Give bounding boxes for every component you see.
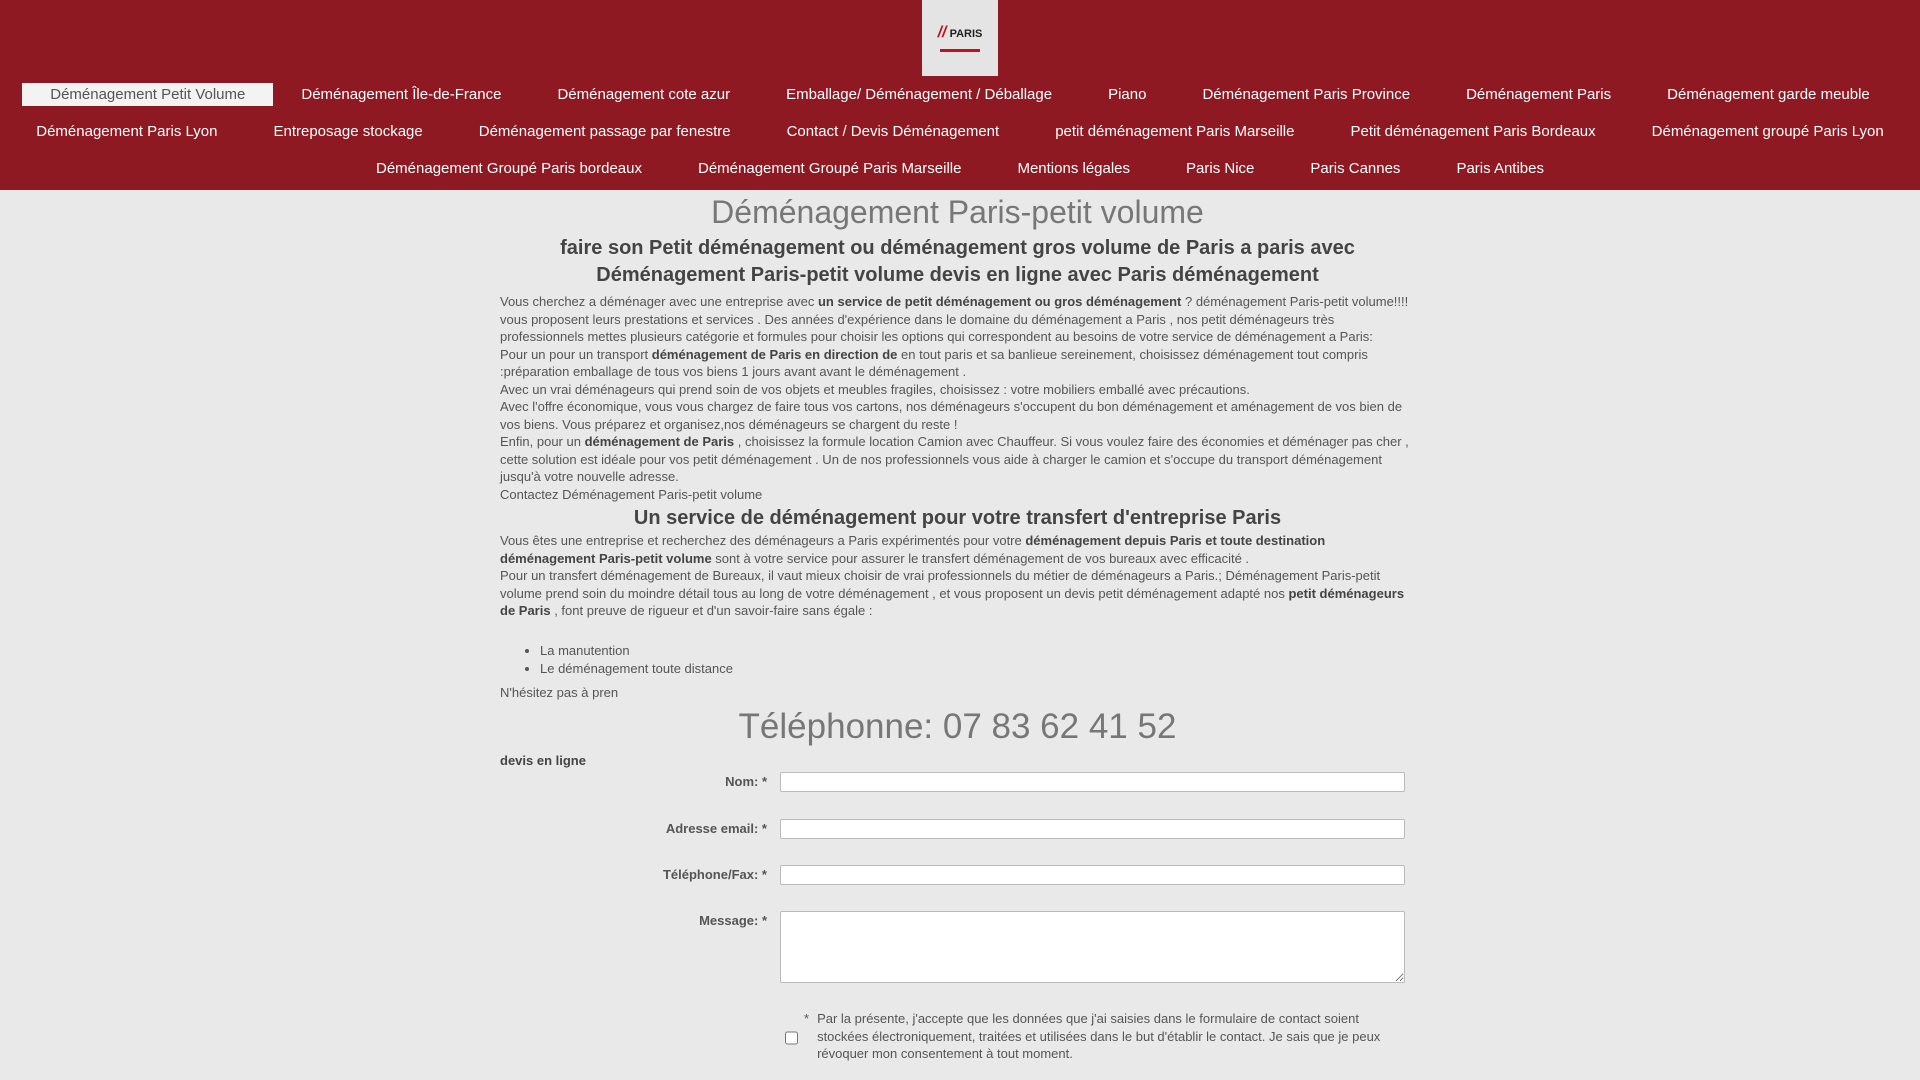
nav-item[interactable]: Mentions légales: [1017, 159, 1131, 177]
text-segment: , choisissez la formule location Camion avec Chauffeur. Si vous voulez faire des économies et déménager pas cher , cette solution est idéale pour vos petit déménagement . Un de nos professionnels vous aide à charger le camion et s'occupe du transport déménagement jusqu'à votre nouvelle adresse.: [500, 434, 1409, 484]
required-star: *: [804, 1011, 810, 1026]
nav-item[interactable]: Déménagement Paris Lyon: [36, 122, 218, 140]
subtitle: Déménagement Paris-petit volume devis en ligne avec Paris déménagement: [596, 264, 1319, 286]
paragraph: [500, 567, 1415, 620]
nav-row: [0, 82, 1920, 106]
nav-item[interactable]: Déménagement Groupé Paris Marseille: [698, 159, 962, 177]
paragraph: [500, 532, 1415, 567]
list-item: • La manutention: [540, 642, 1415, 660]
business-section: [500, 532, 1415, 620]
bold-text: déménagement de Paris en direction de: [651, 346, 898, 362]
text-segment: Pour un pour un transport: [500, 346, 652, 362]
logo-text: PARIS: [949, 28, 983, 40]
page-title: Déménagement Paris-petit volume: [711, 194, 1204, 230]
form-heading: devis en ligne: [500, 753, 586, 768]
subtitle: faire son Petit déménagement ou déménagement gros volume de Paris a paris avec: [560, 237, 1355, 259]
text-segment: Avec l'offre économique, vous vous chargez de faire tous vos cartons, nos déménageurs s'occupent du bon déménagement et aménagement de vos bien de vos biens. Vous préparez et organisez,nos déménageurs se chargent du reste !: [500, 399, 1403, 432]
paragraph: [500, 433, 1415, 486]
phone-number: Téléphonne: 07 83 62 41 52: [738, 707, 1177, 746]
intro-section: [500, 293, 1415, 503]
text-segment: Enfin, pour un: [500, 434, 585, 449]
nav-item[interactable]: Déménagement passage par fenestre: [478, 122, 731, 140]
nav-item[interactable]: Déménagement Groupé Paris bordeaux: [376, 159, 642, 177]
nav-item[interactable]: Déménagement cote azur: [557, 85, 731, 103]
nav-row: [0, 119, 1920, 143]
consent-text: Par la présente, j'accepte que les données que j'ai saisies dans le formulaire de contact soient stockées électroniquement, traitées et utilisées dans le but d'établir le contact. Je sais que je peux révoquer mon consentement à tout moment.: [817, 1011, 1381, 1061]
hesitate-text: N'hésitez pas à pren: [500, 684, 619, 700]
text-segment: , font preuve de rigueur et d'un savoir-faire sans égale :: [550, 603, 873, 618]
contact-form: [500, 772, 1415, 1072]
bold-text: un service de petit déménagement ou gros déménagement: [817, 294, 1182, 309]
main-content: [500, 192, 1415, 768]
text-segment: Vous cherchez a déménager avec une entreprise avec: [500, 294, 818, 309]
text-segment: ? déménagement Paris-petit volume!!!! vous proposent leurs prestations et services . Des années d'expérience dans le domaine du déménagement a Paris , nos petit déménageurs très professionnels mettes plusieurs catégorie et formules pour choisir les options qui correspondent au besoins de votre service de déménagement a Paris:: [500, 294, 1409, 344]
text-segment: sont à votre service pour assurer le transfert déménagement de vos bureaux avec efficacité .: [711, 550, 1250, 566]
nav-item[interactable]: Petit déménagement Paris Bordeaux: [1350, 122, 1596, 140]
consent-checkbox[interactable]: [785, 1013, 798, 1063]
nav-item[interactable]: Piano: [1108, 85, 1147, 103]
email-input[interactable]: [780, 819, 1405, 839]
text-segment: Vous êtes une entreprise et recherchez des déménageurs a Paris expérimentés pour votre: [500, 533, 1026, 548]
nav-item[interactable]: Contact / Devis Déménagement: [786, 122, 1000, 140]
bold-text: déménagement de Paris: [584, 434, 735, 449]
nav-item[interactable]: Déménagement Paris: [1466, 85, 1612, 103]
paragraph: [500, 346, 1415, 381]
services-list: [540, 642, 1415, 678]
nav-item[interactable]: Entreposage stockage: [273, 122, 423, 140]
paragraph: [500, 293, 1415, 346]
text-segment: en tout paris et sa banlieue sereinement, choisissez déménagement tout compris :préparation emballage de tous vos biens 1 jours avant avant le déménagement .: [500, 346, 1368, 379]
nav-item[interactable]: Déménagement Île-de-France: [301, 85, 502, 103]
paragraph: [500, 381, 1415, 399]
nav-item[interactable]: Emballage/ Déménagement / Déballage: [786, 85, 1053, 103]
name-label: Nom: *: [725, 774, 767, 789]
nav-item[interactable]: Déménagement Paris Province: [1202, 85, 1411, 103]
email-label: Adresse email: *: [665, 821, 767, 836]
phone-label: Téléphone/Fax: *: [662, 867, 767, 882]
nav-row: [0, 156, 1920, 180]
text-segment: Pour un transfert déménagement de Bureaux, il vaut mieux choisir de vrai professionnels du métier de déménageurs a Paris.; Déménagement Paris-petit volume prend soin du moindre détail tous au long de votre déménagement , et vous proposent un devis petit déménagement adapté nos: [500, 568, 1381, 601]
site-logo[interactable]: [922, 0, 998, 76]
nav-item[interactable]: Déménagement groupé Paris Lyon: [1651, 122, 1884, 140]
list-item: • Le déménagement toute distance: [540, 660, 1415, 678]
text-segment: Avec un vrai déménageurs qui prend soin de vos objets et meubles fragiles, choisissez : votre mobiliers emballé avec précautions.: [500, 381, 1250, 397]
section-heading: Un service de déménagement pour votre transfert d'entreprise Paris: [633, 507, 1282, 529]
text-segment: Contactez Déménagement Paris-petit volume: [500, 486, 763, 502]
nav-item[interactable]: Paris Nice: [1186, 159, 1255, 177]
nav-item[interactable]: petit déménagement Paris Marseille: [1055, 122, 1295, 140]
paragraph: [500, 486, 1415, 504]
consent-row: [785, 1010, 1385, 1063]
truck-icon: [940, 44, 980, 52]
name-input[interactable]: [780, 772, 1405, 792]
phone-input[interactable]: [780, 865, 1405, 885]
site-header: [0, 0, 1920, 190]
bold-text: petit déménageurs de Paris: [500, 585, 1405, 618]
logo-mark: // PARIS: [937, 24, 983, 41]
paragraph: [500, 398, 1415, 433]
message-textarea[interactable]: [780, 911, 1405, 983]
nav-item[interactable]: Déménagement garde meuble: [1667, 85, 1870, 103]
message-label: Message: *: [699, 913, 767, 928]
nav-item[interactable]: Déménagement Petit Volume: [22, 83, 273, 106]
bold-text: déménagement depuis Paris et toute destination déménagement Paris-petit volume: [500, 533, 1326, 566]
nav-item[interactable]: Paris Antibes: [1456, 159, 1544, 177]
nav-item[interactable]: Paris Cannes: [1310, 159, 1401, 177]
